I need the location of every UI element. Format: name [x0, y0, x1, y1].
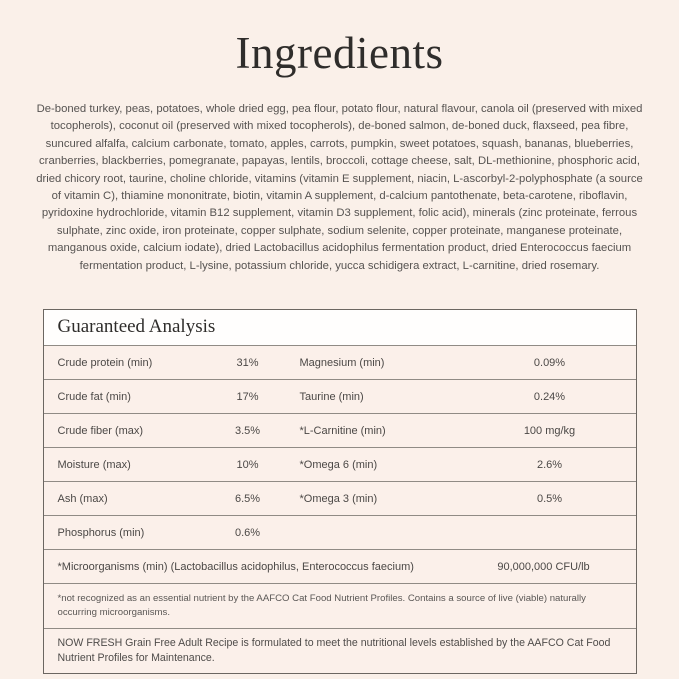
- analysis-heading: Guaranteed Analysis: [44, 310, 636, 346]
- analysis-row: [44, 516, 636, 550]
- nutrient-value: 6.5%: [234, 492, 261, 505]
- analysis-row: [44, 414, 636, 448]
- nutrient-label: Ash (max): [57, 492, 108, 505]
- microorganisms-value: 90,000,000 CFU/lb: [497, 560, 590, 573]
- guaranteed-analysis-table: [43, 309, 637, 674]
- nutrient-value: 0.6%: [234, 526, 261, 539]
- ingredients-paragraph: De-boned turkey, peas, potatoes, whole dried egg, pea flour, potato flour, natural flavour, canola oil (preserved with mixed tocopherols), coconut oil (preserved with mixed tocopherols), de-boned salmon, de-boned duck, flaxseed, pea fibre, suncured alfalfa, calcium carbonate, tomato, apples, carrots, pumpkin, sweet potatoes, squash, bananas, blueberries, cranberries, blackberries, pomegranate, papayas, lentils, broccoli, cottage cheese, salt, DL-methionine, phosphoric acid, dried chicory root, taurine, choline chloride, vitamins (vitamin E supplement, niacin, L-ascorbyl-2-polyphosphate (a source of vitamin C), thiamine mononitrate, biotin, vitamin A supplement, d-calcium pantothenate, beta-carotene, riboflavin, pyridoxine hydrochloride, vitamin B12 supplement, vitamin D3 supplement, folic acid), minerals (zinc proteinate, ferrous sulphate, zinc oxide, iron proteinate, copper sulphate, sodium selenite, copper proteinate, manganese proteinate, manganous oxide, calcium iodate), dried Lactobacillus acidophilus fermentation product, dried Enterococcus faecium fermentation product, L-lysine, potassium chloride, yucca schidigera extract, L-carnitine, dried rosemary.: [36, 103, 643, 272]
- nutrient-value: 0.5%: [536, 492, 563, 505]
- nutrient-value: 0.24%: [533, 390, 566, 403]
- analysis-rows: [44, 346, 636, 550]
- nutrient-value: 2.6%: [536, 458, 563, 471]
- nutrient-label: *Omega 3 (min): [299, 492, 378, 505]
- nutrient-label: *L-Carnitine (min): [299, 424, 386, 437]
- nutrient-label: Moisture (max): [57, 458, 131, 471]
- nutrient-value: 0.09%: [533, 356, 566, 369]
- analysis-row: [44, 448, 636, 482]
- nutrient-label: Crude fat (min): [57, 390, 131, 403]
- nutrient-label: Taurine (min): [299, 390, 364, 403]
- nutrient-value: 31%: [236, 356, 259, 369]
- nutrient-value: 10%: [236, 458, 259, 471]
- aafco-footnote: *not recognized as an essential nutrient by the AAFCO Cat Food Nutrient Profiles. Contains a source of live (viable) naturally occurring microorganisms.: [44, 584, 636, 629]
- nutrient-label: Phosphorus (min): [57, 526, 145, 539]
- page-title: Ingredients: [235, 28, 444, 78]
- microorganisms-label: *Microorganisms (min) (Lactobacillus acidophilus, Enterococcus faecium): [57, 560, 414, 573]
- aafco-statement: NOW FRESH Grain Free Adult Recipe is formulated to meet the nutritional levels established by the AAFCO Cat Food Nutrient Profiles for Maintenance.: [57, 637, 611, 664]
- nutrient-label: Crude protein (min): [57, 356, 153, 369]
- analysis-row: [44, 380, 636, 414]
- nutrient-label: Magnesium (min): [299, 356, 385, 369]
- nutrient-label: Crude fiber (max): [57, 424, 144, 437]
- nutrient-value: 3.5%: [234, 424, 261, 437]
- nutrient-value: 100 mg/kg: [523, 424, 576, 437]
- analysis-row: [44, 346, 636, 380]
- nutrient-label: *Omega 6 (min): [299, 458, 378, 471]
- microorganisms-row: [44, 550, 636, 584]
- analysis-row: [44, 482, 636, 516]
- nutrient-value: 17%: [236, 390, 259, 403]
